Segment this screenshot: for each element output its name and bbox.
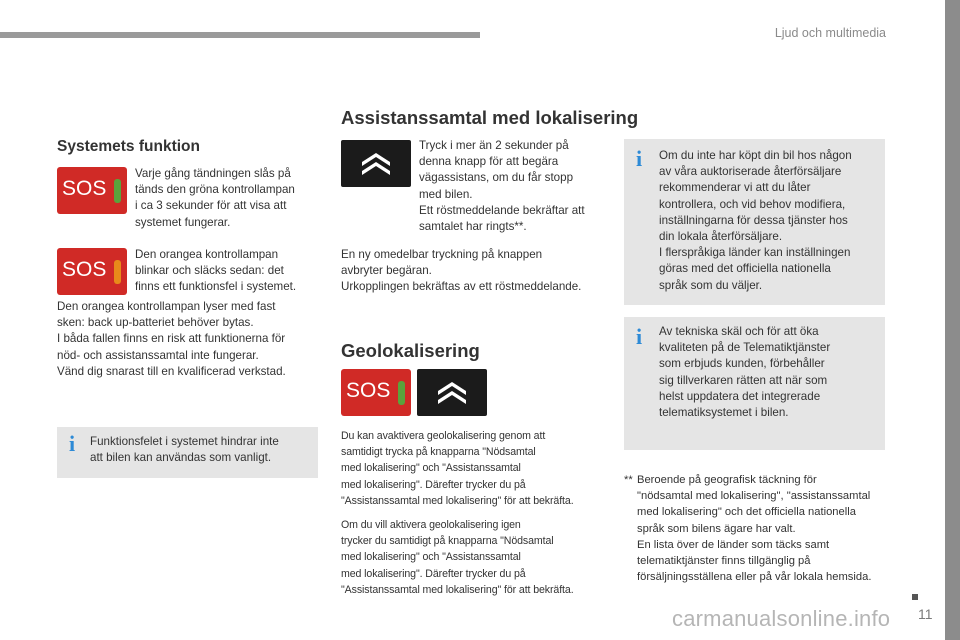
info-box-text: Funktionsfelet i systemet hindrar inte att bilen kan användas som vanligt. (90, 435, 279, 465)
green-led-icon (114, 179, 121, 203)
sos-label: SOS (62, 258, 107, 281)
orange-led-icon (114, 260, 121, 284)
info-technical-text: Av tekniska skäl och för att öka kvaliteten på de Telematiktjänster som erbjuds kunden, förbehåller sig tillverkaren rätten att när som helst uppdatera det integrerade telematiksystemet i bilen. (659, 325, 831, 420)
reactivate-text: Om du vill aktivera geolokalisering igen trycker du samtidigt på knapparna "Nödsamtal med lokalisering" och "Assistanssamtal med lokalisering". Därefter trycker du på "Assistanssamtal med lokalisering" för att bekräfta. (341, 519, 574, 596)
green-led-icon (398, 381, 405, 405)
header-rule (0, 32, 480, 38)
page-edge-bar (945, 0, 960, 640)
green-lamp-text: Varje gång tändningen slås på tänds den gröna kontrollampan i ca 3 sekunder för att visa att systemet fungerar. (135, 167, 295, 229)
info-dealer-text: Om du inte har köpt din bil hos någon av våra auktoriserade återförsäljare rekommenderar vi att du låter kontrollera, och vid behov modifiera, inställningarna för dessa tjänster hos din lokala återförsäljare. I flerspråkiga länder kan inställningen göras med det officiella nationella språk som du väljer. (659, 149, 852, 292)
system-heading: Systemets funktion (57, 138, 200, 155)
sos-label: SOS (346, 379, 391, 402)
deactivate-text: Du kan avaktivera geolokalisering genom att samtidigt trycka på knapparna "Nödsamtal med lokalisering" och "Assistanssamtal med lokalisering". Därefter trycker du på "Assistanssamtal med lokalisering" för att bekräfta. (341, 430, 574, 507)
cancel-text: En ny omedelbar tryckning på knappen avbryter begäran. Urkopplingen bekräftas av ett röstmeddelande. (341, 248, 582, 294)
info-icon: i (68, 431, 76, 456)
orange-lamp-text: Den orangea kontrollampan blinkar och släcks sedan: det finns ett funktionsfel i systemet. (135, 248, 297, 294)
info-icon: i (635, 146, 643, 171)
section-title: Ljud och multimedia (774, 26, 886, 40)
assistance-button (341, 140, 411, 187)
info-box-fault (57, 427, 318, 478)
info-box-dealer (624, 139, 885, 305)
assistance-button-geo (417, 369, 487, 416)
geo-heading: Geolokalisering (341, 340, 480, 361)
sos-button-orange (57, 248, 127, 295)
sos-button-geo (341, 369, 411, 416)
footnote-marker: ** (624, 474, 633, 486)
info-box-technical (624, 317, 885, 450)
page-number: 11 (918, 606, 933, 622)
end-marker (912, 594, 918, 600)
assistance-heading: Assistanssamtal med lokalisering (341, 107, 639, 128)
sos-button-green (57, 167, 127, 214)
info-icon: i (635, 324, 643, 349)
watermark: carmanualsonline.info (672, 606, 891, 631)
fault-text: Den orangea kontrollampan lyser med fast sken: back up-batteriet behöver bytas. I båda fallen finns en risk att funktionerna för nöd- och assistanssamtal inte fungerar. Vänd dig snarast till en kvalificerad verkstad. (57, 300, 286, 378)
assistance-button-text: Tryck i mer än 2 sekunder på denna knapp för att begära vägassistans, om du får stopp med bilen. Ett röstmeddelande bekräftar att samtalet har ringts**. (419, 139, 585, 234)
chevrons-logo-icon (341, 140, 411, 187)
chevrons-logo-icon (417, 369, 487, 416)
sos-label: SOS (62, 177, 107, 200)
footnote-text: Beroende på geografisk täckning för "nödsamtal med lokalisering", "assistanssamtal med lokalisering" och det officiella nationella språk som bilens ägare har valt. En lista över de länder som täcks samt telematiktjänster finns tillgänglig på försäljningsställena eller på vår lokala hemsida. (637, 474, 872, 584)
